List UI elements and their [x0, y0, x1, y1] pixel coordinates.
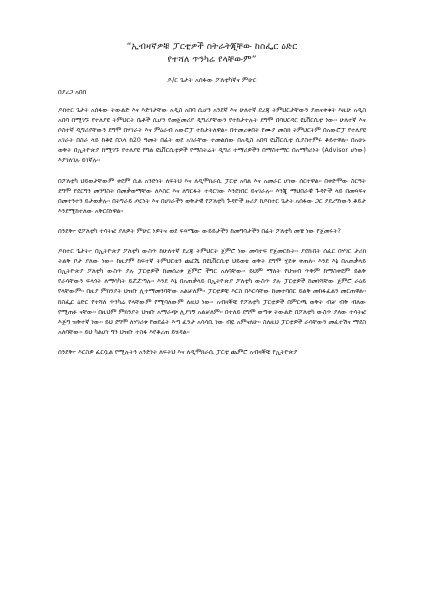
paragraph-political-life: በፖለቲካ ህይወታቸውም ቀደም ሲል አንድነት ለፍትህ እና ለዲሞክራሲ ፓርቲ አባል እና አመራር ሆነው ሰርተዋል። በቀድሞው ስርዓት ደግሞ የደርግን መንግስት በመቃወማቸው ለእስር እና ለግርፋት ተዳርገው እንደነበር ይናገራሉ። እንጂ ማህበራዊ ጉዳዮች ላይ በመጻፍና በመተንተን ይታወቃሉ። በትግራይ ጦርነት እና በሀገራችን ወቅታዊ የፖለቲካ ጉዳዮች ዙሪያ ከዶክተር ጌታት አሰፋው ጋር ያደረግነውን ቆይታ እንደሚከተለው አቅርበነዋል። — [58, 177, 366, 215]
paragraph-bio: ዶክተር ጌታት አሰፋው ትውልድ እና እድገታቸው አዲስ አበባ ሲሆን አንደኛ እና ሁለተኛ ደረጃ ትምህርታቸውን ያጠናቀቁት እዚሁ አዲስ አበባ በሚገኙ የተለያዩ ትምህርት ቤቶች ሲሆን የመጀመሪያ ዲግሪያቸውን የተከታተሉት ደግሞ በባህርዳር ዩኒቨርሲቲ ነው። ሁለተኛ እና ሶስተኛ ዲግሪያቸውን ደግሞ በሃገራት እና ምዕራብ አውሮፓ ተከታትለዋል። በተመረቁበት የሙያ መስክ ትምህርትም በአውሮፓ የተለያዩ አገራት በስራ ላይ ከቆዩ በኋላ ከ20 ዓመት በፊት ወደ አገራቸው ተመልሰው በአዲስ አበባ ዩኒቨርሲቲ ሲያስተምሩ ቆይተዋል። በአሁኑ ወቅት በኢትዮጵያ ከሚገኙ የተለያዩ የግል ዩኒቨርሲቲዎች የማስትሬት ዲግሪ ተማሪዎችን በማስተማር በአማካሪነት (Advisor ሆነው) እያገለገሉ ይገኛሉ። — [58, 107, 366, 165]
title-line-2: የተሻለ ጥንካሬ የላቸውም” — [167, 54, 257, 65]
author-line: ዶ/ር ጌታት አሰፋው ፖለቲካኛና ምሁር — [167, 76, 257, 84]
article-title — [58, 40, 366, 66]
question-2: ሰንደቅ፦ እርስዎ ፈርሷል የሚሉትን አንድነት ለፍትህ እና ለዲሞክራሲ ፓርቲ ጨምሮ አብዛኞቹ የኢትዮጵያ — [58, 348, 298, 356]
title-line-1: “ኢብዛኛዎቹ ፓርቲዎች ስትራትጂቸው ከስፌር ዕድር — [126, 41, 298, 52]
answer-1: ዶክተር ጌታት፦ በኢትዮጵያ ፖለቲካ ውስጥ ከሁለተኛ ደረጃ ትምህርት ጀምሮ ነው መሳተፍ የጀመርኩት። ያደኩበት ሰፈር በሃገር ታሪክ ትልቅ ቦታ ያለው ነው። ከዚያም ከፍተኛ ትምህርቴን ጨርሼ በዩኒቨርሲቲ ህይወቴ ወቅት ደግሞ ሂደቱ ቀጠለ። እንደ እኔ በአጠቃላይ በኢትዮጵያ ፖለቲካ ውስጥ ያሉ ፓርቲዎች ከመሰረቱ ጀምሮ ችግር አለባቸው። ይህም ማለት የህዝብ ጥቅም ከማስቀደም ይልቅ የራሳቸውን ፍላጎት ለማሳካት ይሯሯጣሉ። እንደ እኔ በአጠቃላይ በኢትዮጵያ ፖለቲካ ውስጥ ያሉ ፓርቲዎች ከመነሻቸው ጀምሮ ራዕይ የላቸውም። በዚያ ምክንያት ህዝቡ ሊተማመንባቸው አልቻለም። ፓርቲዎቹ እርስ በእርሳቸው ከመተባበር ይልቅ መከፋፈልን መርጠዋል። ከስፌር ዕድር የተሻለ ጥንካሬ የላቸውም የሚባለውም ለዚህ ነው። አብዛኞቹ የፖለቲካ ፓርቲዎች በምርጫ ወቅት ብቻ ብቅ ብለው የሚጠፉ ናቸው። በዚህም ምክንያት ህዝቡ አማራጭ ሊያገኝ አልቻለም። በተለይ ደግሞ ወጣቱ ትውልድ በፖለቲካ ውስጥ ያለው ተሳትፎ እጅግ ዝቅተኛ ነው። ይህ ደግሞ ለሃገሪቱ የወደፊት እጣ ፈንታ አሳሳቢ ነው ብዬ አምናለሁ። ስለዚህ ፓርቲዎች ራሳቸውን መፈተሽና ማደስ አለባቸው። ይህ ካልሆነ ግን ህዝቡ ተስፋ እየቆረጠ ይሄዳል። — [58, 248, 366, 336]
byline: በያረጋ አበበ — [58, 88, 87, 96]
question-1: ሰንደቅ፦ ዩፖለቲካ ተሳትፎ ያለዎት ምሁር ነዎትና ወደ ፍጻሜው ውይይታችን ከመግባታችን በፊት ፖለቲካ መቼ ነው የጀመሩት? — [58, 227, 341, 235]
